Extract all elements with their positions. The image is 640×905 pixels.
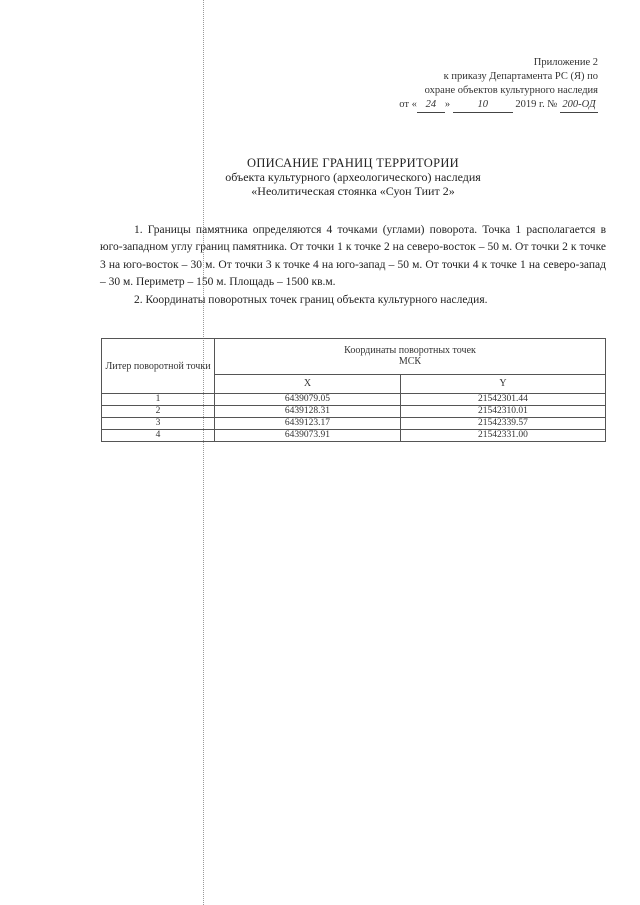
y-cell: 21542339.57 <box>400 418 605 430</box>
x-cell: 6439123.17 <box>215 418 401 430</box>
date-prefix: от « <box>399 99 417 110</box>
appendix-header <box>338 56 598 113</box>
x-cell: 6439073.91 <box>215 430 401 442</box>
point-cell: 3 <box>102 418 215 430</box>
x-cell: 6439128.31 <box>215 406 401 418</box>
point-cell: 1 <box>102 394 215 406</box>
x-header: X <box>215 374 401 393</box>
table-row <box>102 430 606 442</box>
body-text <box>100 222 606 309</box>
x-cell: 6439079.05 <box>215 394 401 406</box>
title-line-2: объекта культурного (археологического) наследия <box>225 170 481 184</box>
scan-artifact-line <box>203 0 204 905</box>
order-number: 200-ОД <box>560 98 598 113</box>
title-line-1: ОПИСАНИЕ ГРАНИЦ ТЕРРИТОРИИ <box>247 156 459 170</box>
y-header: Y <box>400 374 605 393</box>
order-month: 10 <box>453 98 513 113</box>
point-cell: 2 <box>102 406 215 418</box>
order-year: 2019 г. № <box>515 99 558 110</box>
coordinates-intro: 2. Координаты поворотных точек границ объекта культурного наследия. <box>134 293 488 306</box>
table-header-row <box>102 339 606 375</box>
table-row <box>102 418 606 430</box>
order-reference: к приказу Департамента РС (Я) по <box>443 71 598 82</box>
point-cell: 4 <box>102 430 215 442</box>
coords-header <box>215 339 606 375</box>
order-date-row <box>338 98 598 113</box>
coordinates-table <box>101 338 606 442</box>
appendix-label: Приложение 2 <box>533 57 598 68</box>
coords-header-title: Координаты поворотных точек <box>344 345 476 357</box>
y-cell: 21542310.01 <box>400 406 605 418</box>
table-row <box>102 406 606 418</box>
date-mid: » <box>444 99 451 110</box>
y-cell: 21542301.44 <box>400 394 605 406</box>
title-line-3: «Неолитическая стоянка «Суон Тиит 2» <box>251 184 455 198</box>
department-name: охране объектов культурного наследия <box>424 85 598 96</box>
table-row <box>102 394 606 406</box>
document-title <box>100 156 606 198</box>
y-cell: 21542331.00 <box>400 430 605 442</box>
boundary-description: 1. Границы памятника определяются 4 точками (углами) поворота. Точка 1 располагается в юго-западном углу границ памятника. От точки 1 к точке 2 на северо-восток – 50 м. От точки 2 к точке 3 на юго-восток – 30 м. От точки 3 к точке 4 на юго-запад – 50 м. От точки 4 к точке 1 на северо-запад – 30 м. Периметр – 150 м. Площадь – 1500 кв.м. <box>100 224 606 289</box>
coords-system: МСК <box>398 356 422 368</box>
order-day: 24 <box>417 98 445 113</box>
point-letter-header: Литер поворотной точки <box>102 339 215 394</box>
